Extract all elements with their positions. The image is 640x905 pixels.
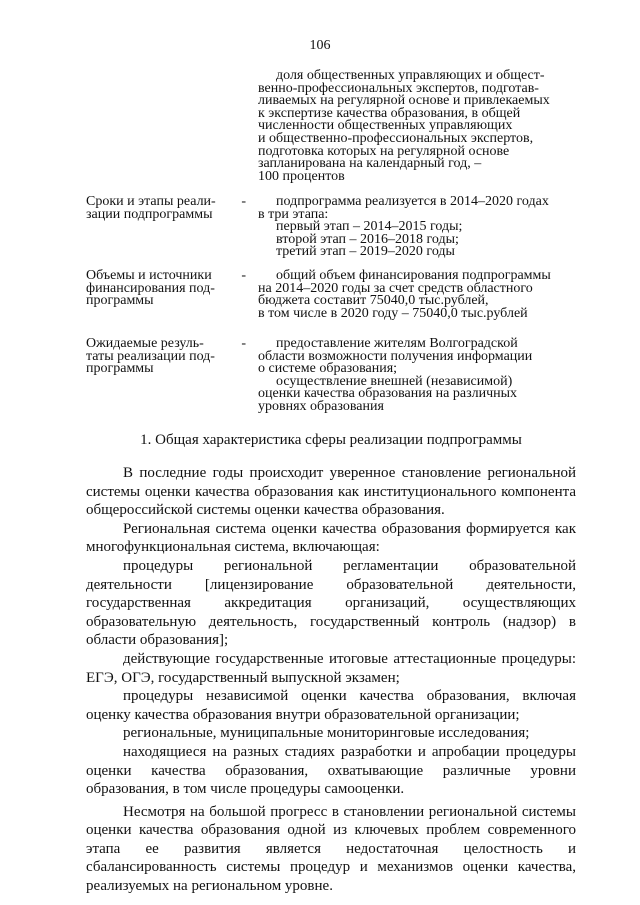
paragraph: процедуры независимой оценки качества образования, включая оценку качества образования внутри образовательной организации;	[86, 688, 576, 723]
passport-line: подготовка которых на регулярной основе	[258, 143, 510, 159]
passport-line: и общественно-профессиональных экспертов,	[258, 130, 534, 146]
label-line: Объемы и источники	[86, 268, 212, 283]
value-line: оценки качества образования на различных	[258, 386, 518, 402]
value-line: уровнях образования	[258, 398, 384, 414]
body-text	[86, 464, 576, 896]
label-line: финансирования под-	[86, 280, 215, 296]
label-line: программы	[86, 293, 154, 309]
value-line: области возможности получения информации	[258, 348, 533, 364]
value-line: предоставление жителям Волгоградской	[276, 336, 518, 351]
value-line: в том числе в 2020 году – 75040,0 тыс.рублей	[258, 305, 528, 321]
passport-row-label-funding	[86, 270, 246, 308]
passport-line: к экспертизе качества образования, в общей	[258, 105, 521, 121]
passport-line: доля общественных управляющих и общест-	[276, 68, 545, 83]
label-line: Сроки и этапы реали-	[86, 194, 216, 209]
passport-line: 100 процентов	[258, 168, 345, 184]
passport-row-value-terms	[258, 196, 576, 259]
paragraph: Региональная система оценки качества образования формируется как многофункциональная система, включающая:	[86, 520, 576, 556]
passport-line: венно-профессиональных экспертов, подготав-	[258, 80, 539, 96]
label-line: таты реализации под-	[86, 348, 215, 364]
passport-line: численности общественных управляющих	[258, 118, 513, 134]
paragraph: процедуры региональной регламентации образовательной деятельности [лицензирование образовательной деятельности, государственная аккредитация организаций, осуществляющих образовательную деятельность, государственный контроль (надзор) в области образования];	[86, 557, 576, 649]
value-line: в три этапа:	[258, 206, 329, 222]
value-line: первый этап – 2014–2015 годы;	[276, 219, 463, 235]
dash-separator: -	[241, 194, 246, 209]
passport-continuation	[258, 70, 576, 183]
label-line: программы	[86, 361, 154, 377]
label-line: зации подпрограммы	[86, 206, 213, 222]
value-line: общий объем финансирования подпрограммы	[276, 268, 551, 283]
paragraph: В последние годы происходит уверенное становление региональной системы оценки качества образования как институционального компонента общероссийской системы оценки качества образования.	[86, 465, 576, 519]
dash-separator: -	[241, 268, 246, 283]
value-line: на 2014–2020 годы за счет средств областного	[258, 280, 533, 296]
passport-row-value-funding	[258, 270, 576, 320]
passport-row-label-results	[86, 338, 246, 376]
passport-row-label-terms	[86, 196, 246, 221]
page-number: 106	[309, 38, 331, 53]
value-line: подпрограмма реализуется в 2014–2020 годах	[276, 194, 549, 209]
value-line: второй этап – 2016–2018 годы;	[276, 231, 459, 247]
passport-line: запланирована на календарный год, –	[258, 156, 482, 172]
paragraph: региональные, муниципальные мониторинговые исследования;	[123, 725, 530, 742]
paragraph: Несмотря на большой прогресс в становлении региональной системы оценки качества образования одной из ключевых проблем современного этапа ее развития является недостаточная целостность и сбалансированность системы процедур и механизмов оценки качества, реализуемых на региональном уровне.	[86, 803, 576, 895]
label-line: Ожидаемые резуль-	[86, 336, 204, 351]
passport-row-value-results	[258, 338, 576, 414]
value-line: бюджета составит 75040,0 тыс.рублей,	[258, 293, 489, 309]
passport-line: ливаемых на регулярной основе и привлекаемых	[258, 93, 550, 109]
value-line: осуществление внешней (независимой)	[276, 373, 513, 389]
value-line: о системе образования;	[258, 361, 398, 377]
value-line: третий этап – 2019–2020 годы	[276, 244, 455, 260]
paragraph: находящиеся на разных стадиях разработки и апробации процедуры оценки качества образования, охватывающие различные уровни образования, в том числе процедуры самооценки.	[86, 743, 576, 798]
dash-separator: -	[241, 336, 246, 351]
paragraph: действующие государственные итоговые аттестационные процедуры: ЕГЭ, ОГЭ, государственный выпускной экзамен;	[86, 650, 576, 686]
section-heading: 1. Общая характеристика сферы реализации подпрограммы	[140, 432, 522, 448]
